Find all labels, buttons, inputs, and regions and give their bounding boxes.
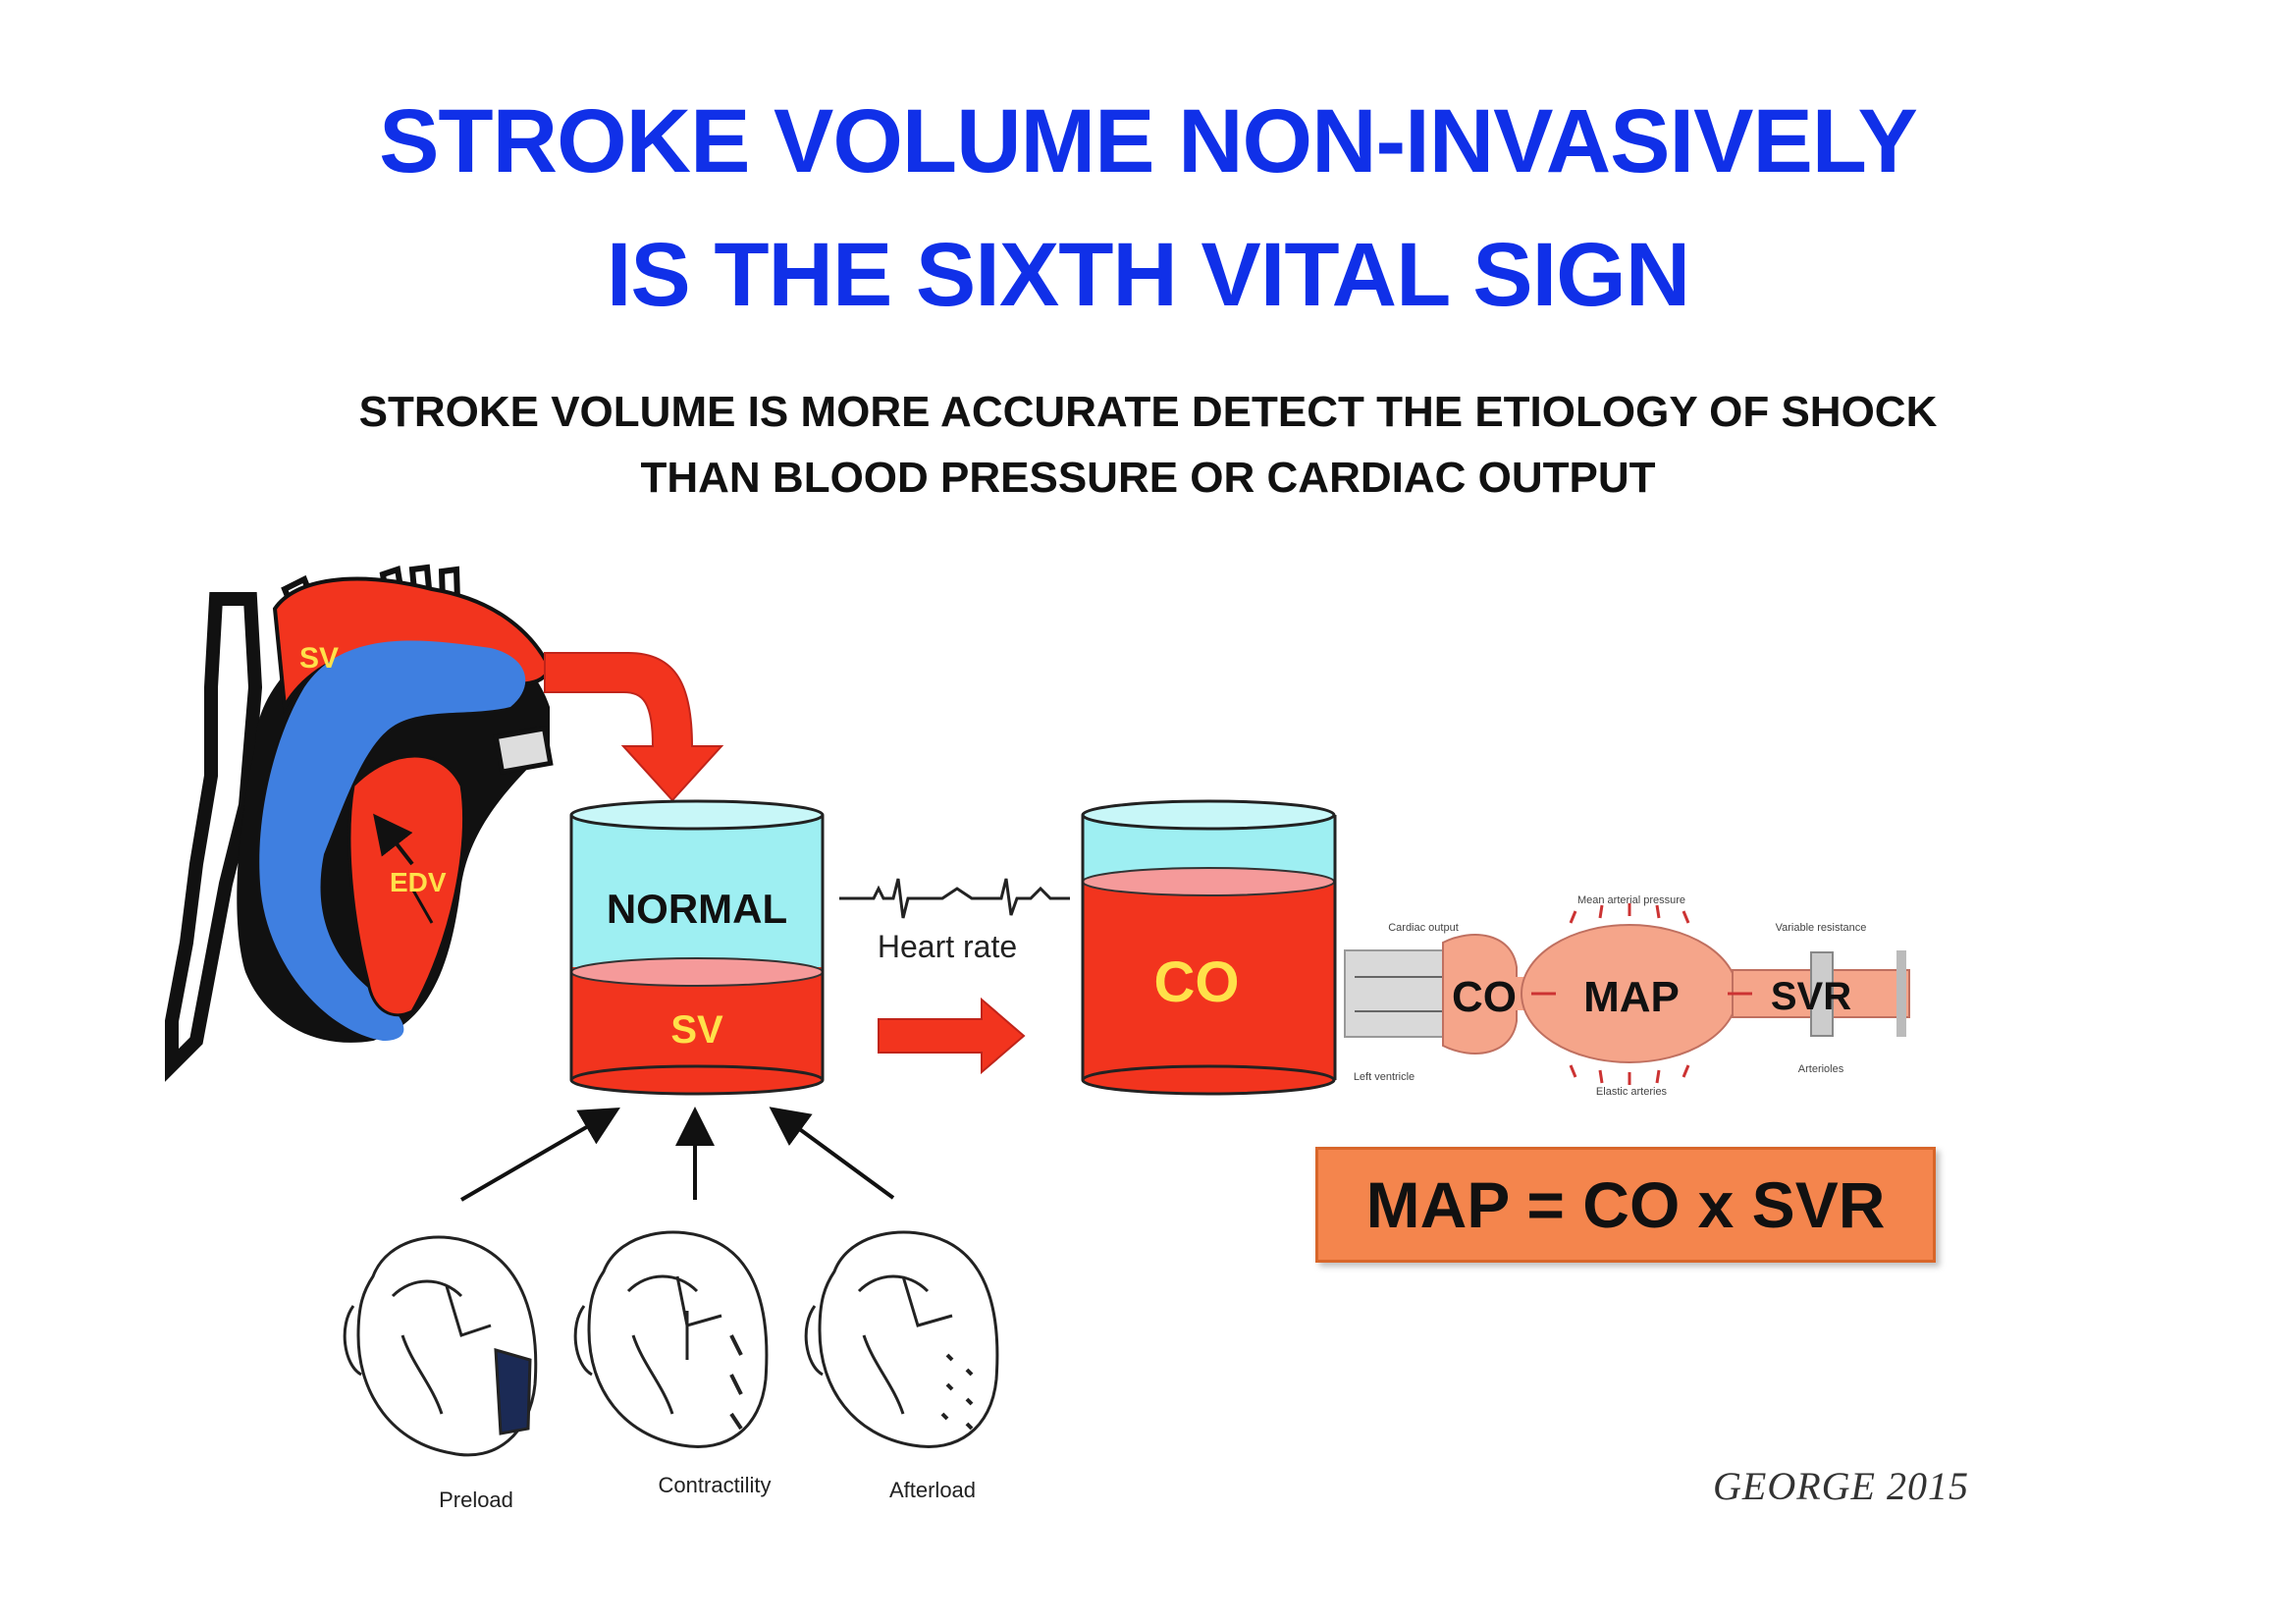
cardiac-output-caption: Cardiac output	[1388, 922, 1459, 934]
afterload-heart-sketch	[806, 1232, 997, 1446]
normal-label: NORMAL	[606, 886, 788, 932]
subtitle-line-1: STROKE VOLUME IS MORE ACCURATE DETECT THE ETIOLOGY OF SHOCK	[358, 388, 1938, 436]
afterload-arrow	[775, 1111, 893, 1198]
flow-arrow	[879, 1000, 1024, 1072]
contractility-heart-sketch	[575, 1232, 767, 1446]
map-formula-box: MAP = CO x SVR	[1315, 1147, 1936, 1263]
title-line-2: IS THE SIXTH VITAL SIGN	[606, 225, 1690, 325]
ejection-arrow	[545, 653, 721, 800]
co-container-label: CO	[1153, 950, 1240, 1014]
preload-heart-sketch	[345, 1237, 536, 1455]
footer-credit: GEORGE 2015	[1713, 1464, 1969, 1508]
preload-arrow	[461, 1111, 614, 1200]
mean-arterial-pressure-caption: Mean arterial pressure	[1576, 894, 1686, 906]
arterioles-caption: Arterioles	[1797, 1063, 1844, 1075]
circuit-map-label: MAP	[1583, 973, 1680, 1021]
circuit-co-label: CO	[1452, 973, 1517, 1021]
title-line-1: STROKE VOLUME NON-INVASIVELY	[379, 91, 1917, 191]
subtitle-line-2: THAN BLOOD PRESSURE OR CARDIAC OUTPUT	[640, 454, 1656, 502]
preload-label: Preload	[439, 1488, 513, 1512]
heart-edv-label: EDV	[390, 867, 447, 897]
left-ventricle-caption: Left ventricle	[1353, 1071, 1415, 1083]
heart-rate-label: Heart rate	[877, 929, 1018, 964]
circuit-svr-label: SVR	[1770, 975, 1852, 1018]
ecg-trace	[839, 879, 1070, 918]
afterload-label: Afterload	[888, 1478, 977, 1502]
contractility-label: Contractility	[658, 1473, 772, 1497]
co-container	[1083, 801, 1335, 1094]
elastic-arteries-caption: Elastic arteries	[1595, 1086, 1668, 1098]
variable-resistance-caption: Variable resistance	[1775, 922, 1867, 934]
heart-sv-label: SV	[299, 642, 340, 675]
container-sv-label: SV	[670, 1008, 723, 1052]
heart-illustration	[172, 568, 551, 1065]
